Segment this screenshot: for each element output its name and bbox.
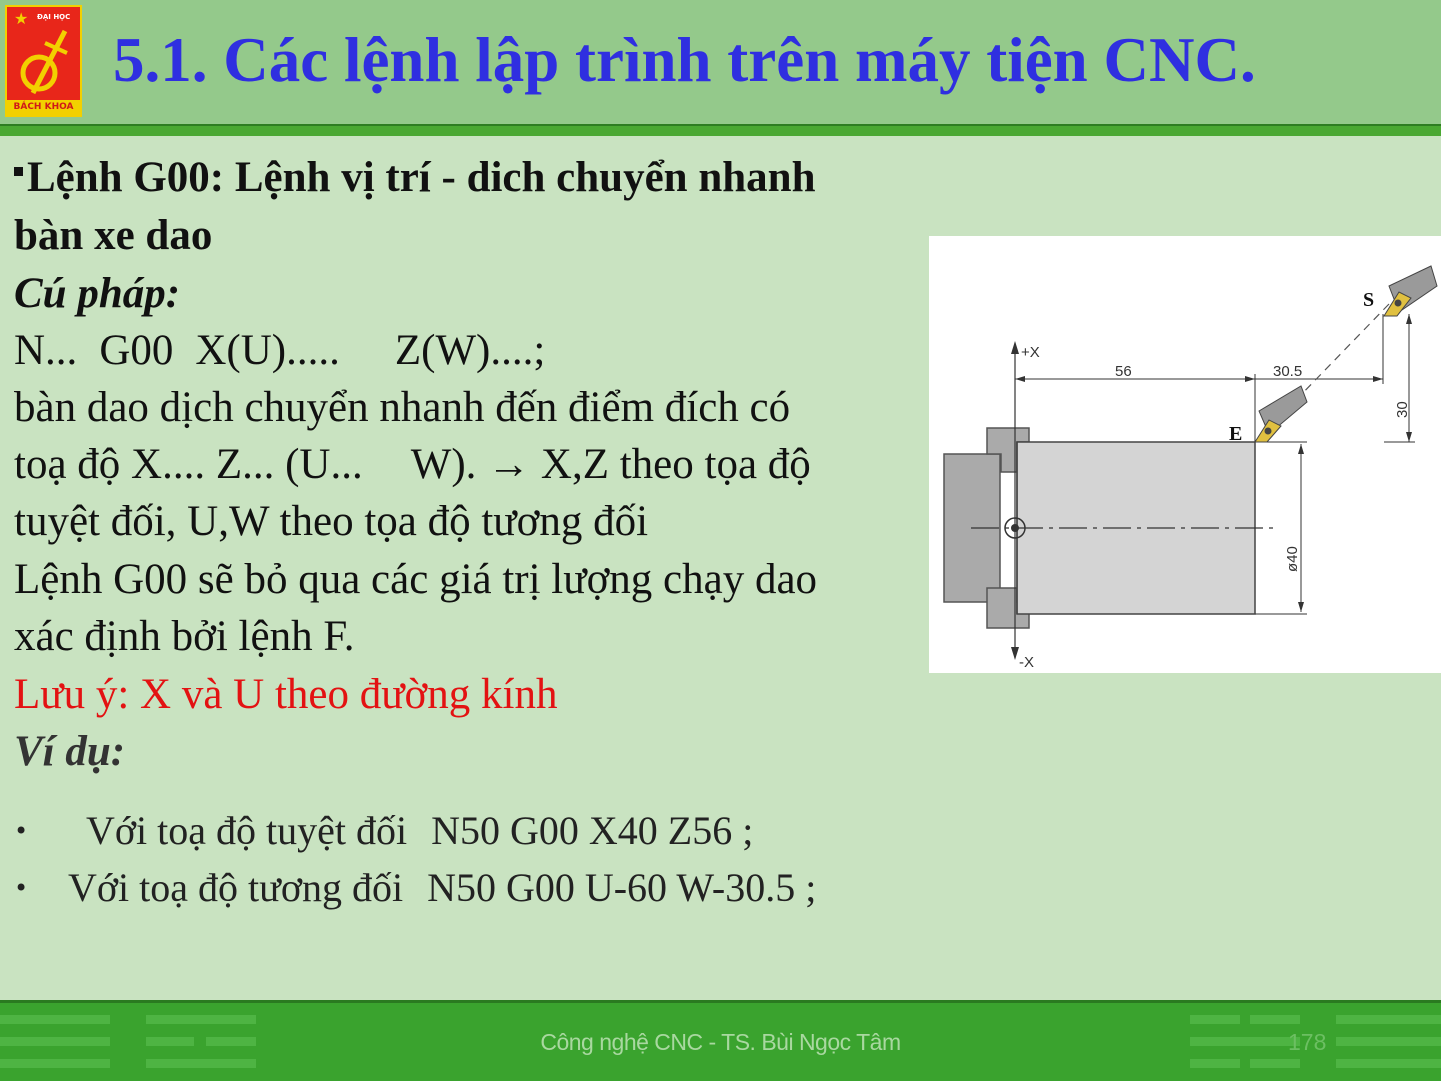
logo-top-text: ĐẠI HỌC	[37, 13, 71, 21]
description-line-3: tuyệt đối, U,W theo tọa độ tương đối	[14, 498, 649, 545]
point-s-label: S	[1363, 289, 1375, 311]
syntax-z: Z(W)....;	[394, 327, 546, 374]
syntax-label: Cú pháp:	[14, 270, 181, 317]
example-item: • Với toạ độ tương đối N50 G00 U-60 W-30.5 ;	[14, 860, 816, 920]
dimension-d40: ø40	[1284, 546, 1301, 572]
footer-credit: Công nghệ CNC - TS. Bùi Ngọc Tâm	[540, 1029, 901, 1055]
example-item: • Với toạ độ tuyệt đối N50 G00 X40 Z56 ;	[14, 803, 753, 863]
square-bullet-icon	[14, 167, 23, 176]
plus-x-label: +X	[1021, 344, 1040, 361]
logo-band-text: BÁCH KHOA	[7, 100, 80, 115]
dimension-56: 56	[1115, 363, 1132, 380]
slide-footer	[0, 1000, 1441, 1081]
lathe-diagram-drawing	[929, 236, 1441, 673]
bullet-dot-icon: •	[14, 816, 29, 845]
syntax-n: N...	[14, 327, 78, 374]
slide-title: 5.1. Các lệnh lập trình trên máy tiện CNC.	[113, 25, 1256, 95]
slide-header	[0, 0, 1441, 124]
heading-line-1: Lệnh G00: Lệnh vị trí - dich chuyển nhanh	[14, 150, 816, 206]
bach-khoa-logo	[5, 5, 82, 117]
lathe-diagram	[929, 236, 1441, 673]
header-divider	[0, 124, 1441, 136]
note-text: Lưu ý: X và U theo đường kính	[14, 671, 558, 718]
bullet-dot-icon: •	[14, 873, 29, 902]
description-line-5: xác định bởi lệnh F.	[14, 613, 355, 660]
syntax-x: X(U).....	[195, 327, 340, 374]
example-label: Ví dụ:	[14, 728, 126, 775]
minus-x-label: -X	[1019, 654, 1034, 671]
dimension-30-5: 30.5	[1273, 363, 1303, 380]
syntax-line	[14, 323, 545, 379]
page-number: 178	[1288, 1029, 1327, 1055]
description-line-1: bàn dao dịch chuyển nhanh đến điểm đích có	[14, 384, 791, 431]
syntax-g: G00	[99, 327, 174, 374]
point-e-label: E	[1229, 423, 1243, 445]
heading-line-2: bàn xe dao	[14, 212, 213, 259]
description-line-4: Lệnh G00 sẽ bỏ qua các giá trị lượng chạy dao	[14, 556, 818, 603]
star-icon: ★	[14, 9, 29, 28]
logo-emblem-icon	[15, 23, 75, 99]
description-line-2: toạ độ X.... Z... (U... W). → X,Z theo tọa độ	[14, 441, 811, 488]
dimension-30: 30	[1394, 401, 1411, 418]
